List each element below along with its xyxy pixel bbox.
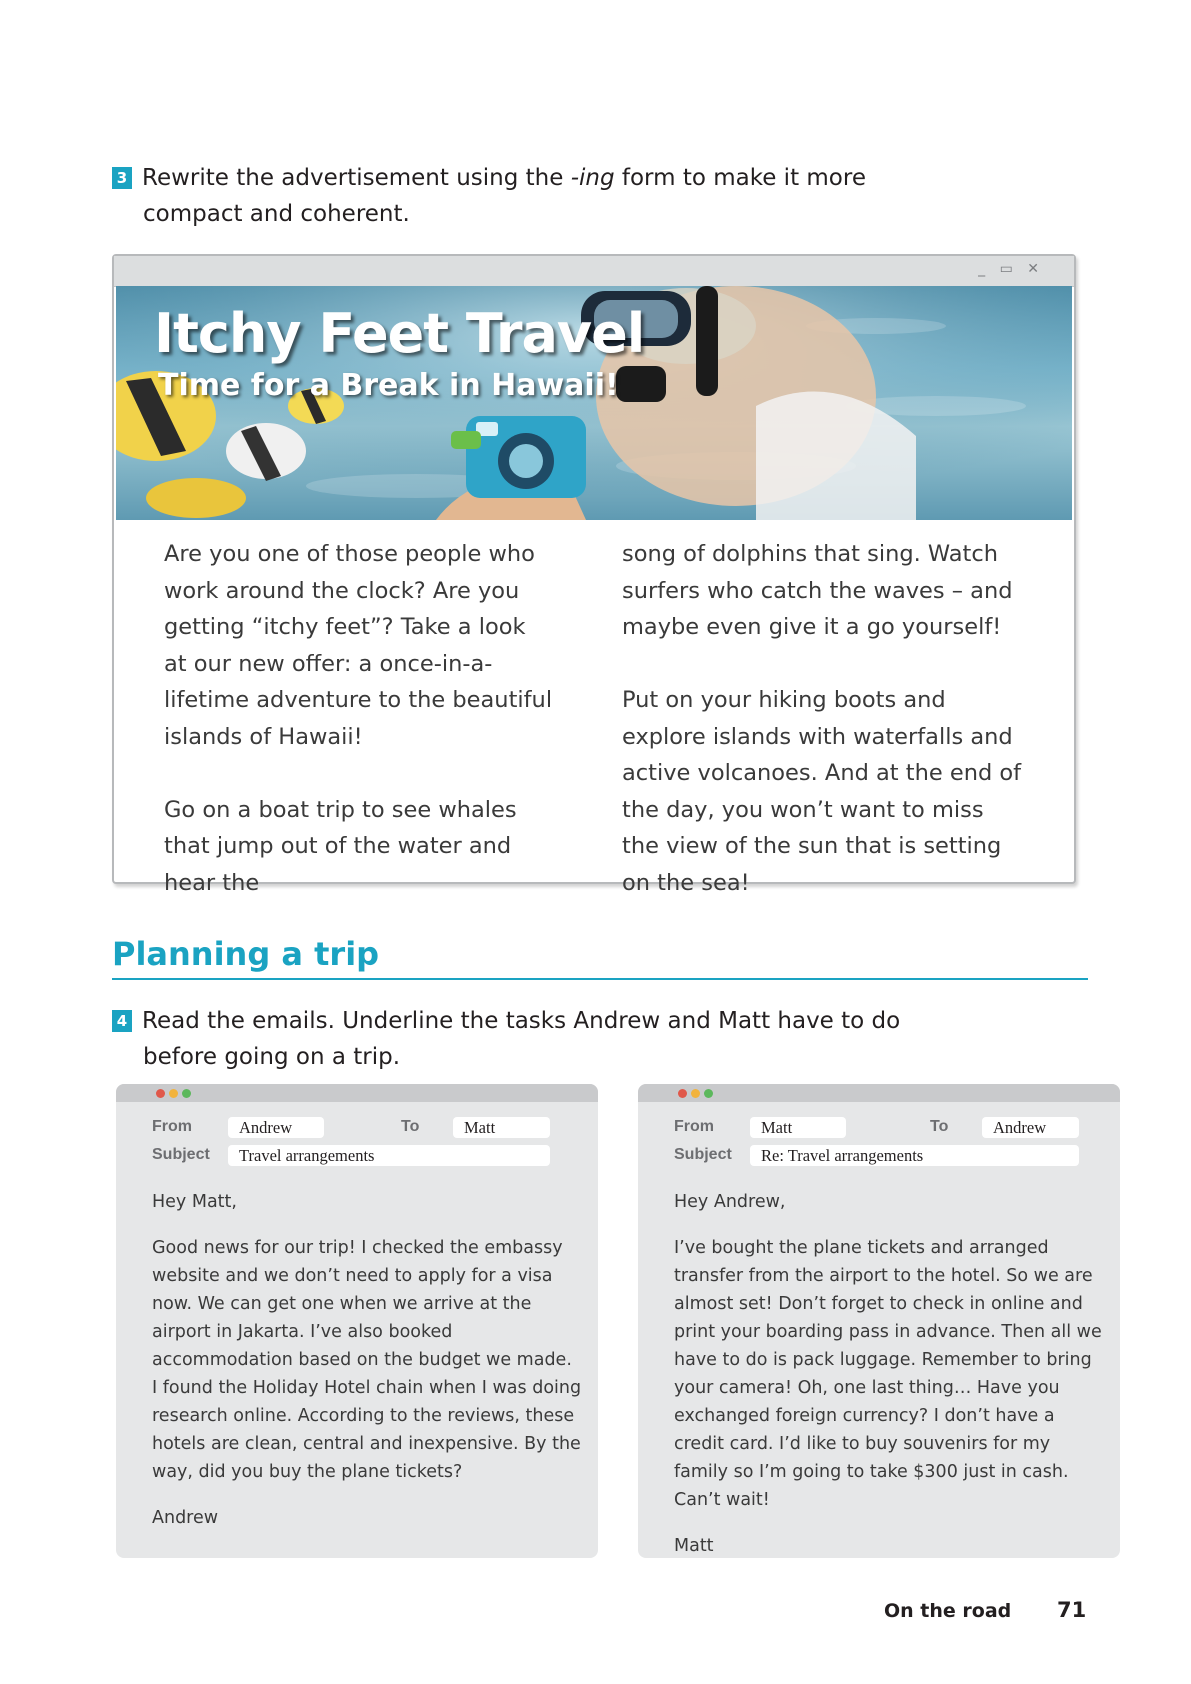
- email-card-andrew: [116, 1084, 598, 1558]
- ad-subtitle: Time for a Break in Hawaii!: [158, 368, 619, 403]
- task-number-badge: 4: [112, 1010, 132, 1032]
- ad-paragraph: Are you one of those people who work around the clock? Are you getting “itchy feet”? Take a look at our new offer: a once-in-a-lifetime adventure to the beautiful islands of Hawaii!: [164, 541, 553, 750]
- email-signature: Andrew: [152, 1508, 219, 1528]
- task-3-instruction: [112, 160, 866, 232]
- ad-text-left-column: [164, 536, 554, 938]
- subject-label: Subject: [152, 1146, 210, 1163]
- ad-text-right-column: [622, 536, 1022, 938]
- window-dot-green-icon: [182, 1089, 191, 1098]
- section-divider: [112, 978, 1088, 980]
- email-window-bar: [116, 1084, 598, 1102]
- email-body: [674, 1188, 1104, 1558]
- from-label: From: [152, 1118, 192, 1135]
- task-number-badge: 3: [112, 167, 132, 189]
- task-4-text-line2: before going on a trip.: [143, 1044, 401, 1070]
- to-label: To: [401, 1118, 420, 1135]
- task-4-instruction: [112, 1003, 900, 1075]
- email-greeting: Hey Matt,: [152, 1192, 237, 1212]
- email-greeting: Hey Andrew,: [674, 1192, 786, 1212]
- to-label: To: [930, 1118, 949, 1135]
- task-3-text-emphasis: -ing: [570, 165, 615, 191]
- window-dot-red-icon: [156, 1089, 165, 1098]
- window-titlebar: [114, 256, 1074, 287]
- email-message: I’ve bought the plane tickets and arranged transfer from the airport to the hotel. So we are almost set! Don’t forget to check in online and print your boarding pass in advance. Then all we have to do is pack luggage. Remember to bring your camera! Oh, one last thing… Have you exchanged foreign currency? I don’t have a credit card. I’d like to buy souvenirs for my family so I’m going to take $300 just in cash. Can’t wait!: [674, 1238, 1102, 1510]
- email-card-matt: [638, 1084, 1120, 1558]
- footer-unit-title: On the road: [884, 1600, 1012, 1622]
- to-field[interactable]: Matt: [453, 1117, 550, 1138]
- task-3-text-part2: form to make it more: [614, 165, 866, 191]
- email-window-bar: [638, 1084, 1120, 1102]
- section-title: Planning a trip: [112, 935, 380, 973]
- window-dot-red-icon: [678, 1089, 687, 1098]
- subject-label: Subject: [674, 1146, 732, 1163]
- subject-field[interactable]: Re: Travel arrangements: [750, 1145, 1079, 1166]
- underwater-camera-icon: [451, 416, 586, 498]
- window-dot-green-icon: [704, 1089, 713, 1098]
- ad-paragraph: Go on a boat trip to see whales that jump out of the water and hear the: [164, 796, 517, 896]
- from-label: From: [674, 1118, 714, 1135]
- task-3-text-part1: Rewrite the advertisement using the: [142, 165, 571, 191]
- from-field[interactable]: Andrew: [228, 1117, 324, 1138]
- window-dot-yellow-icon: [691, 1089, 700, 1098]
- window-dot-yellow-icon: [169, 1089, 178, 1098]
- email-body: [152, 1188, 582, 1550]
- page-number: 71: [1057, 1598, 1087, 1622]
- task-4-text-line1: Read the emails. Underline the tasks Andrew and Matt have to do: [142, 1008, 901, 1034]
- email-message: Good news for our trip! I checked the embassy website and we don’t need to apply for a visa now. We can get one when we arrive at the airport in Jakarta. I’ve also booked accommodation based on the budget we made. I found the Holiday Hotel chain when I was doing research online. According to the reviews, these hotels are clean, central and inexpensive. By the way, did you buy the plane tickets?: [152, 1238, 582, 1482]
- ad-banner-image: [116, 286, 1072, 520]
- email-signature: Matt: [674, 1536, 714, 1556]
- subject-field[interactable]: Travel arrangements: [228, 1145, 550, 1166]
- advertisement-window: [112, 254, 1076, 896]
- ad-paragraph: Put on your hiking boots and explore islands with waterfalls and active volcanoes. And at the end of the day, you won’t want to miss the view of the sun that is setting on the sea!: [622, 687, 1022, 896]
- from-field[interactable]: Matt: [750, 1117, 846, 1138]
- ad-title: Itchy Feet Travel: [154, 302, 645, 365]
- ad-paragraph: song of dolphins that sing. Watch surfers who catch the waves – and maybe even give it a go yourself!: [622, 541, 1013, 640]
- to-field[interactable]: Andrew: [982, 1117, 1079, 1138]
- task-3-text-line2: compact and coherent.: [143, 201, 410, 227]
- window-controls-icon: _ ▭ ✕: [978, 261, 1044, 277]
